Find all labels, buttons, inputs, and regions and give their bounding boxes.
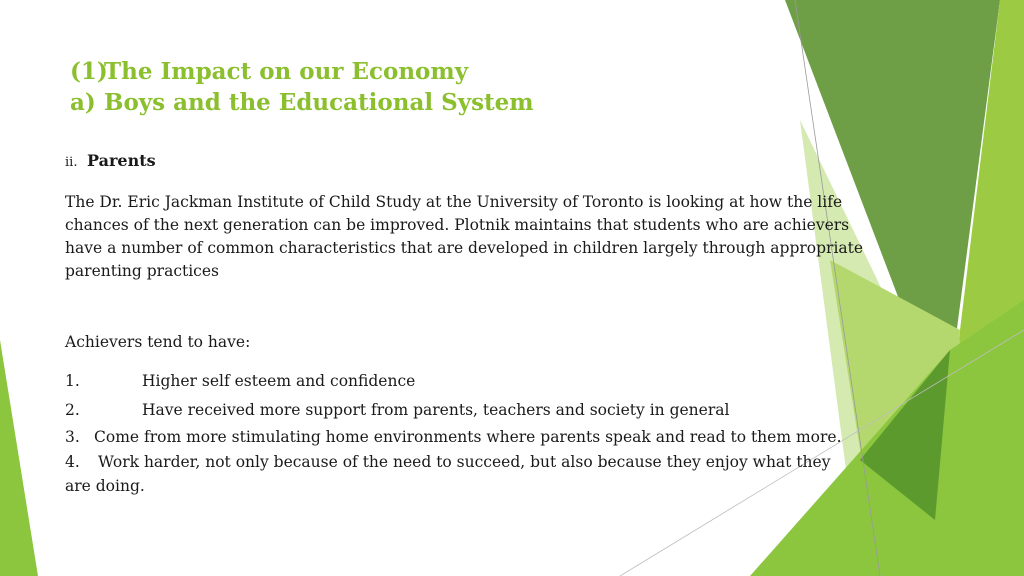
list-item-2: [65, 398, 729, 422]
list-item-1: [65, 369, 415, 393]
title-line-1-text: The Impact on our Economy: [104, 58, 469, 85]
list-item-2-text: Have received more support from parents, teachers and society in general: [142, 401, 730, 419]
paragraph-line-1: The Dr. Eric Jackman Institute of Child Study at the University of Toronto is looking at how the life: [65, 193, 843, 211]
list-item-1-text: Higher self esteem and confidence: [142, 372, 416, 390]
body-paragraph: [65, 191, 864, 283]
list-item-3-text: Come from more stimulating home environments where parents speak and read to them more.: [94, 428, 842, 446]
title-line-2-text: Boys and the Educational System: [104, 89, 534, 116]
title-line-1-number: (1): [70, 58, 108, 85]
list-item-3-number: 3.: [65, 428, 80, 446]
list-item-3: [65, 425, 842, 449]
title-line-2-number: a): [70, 89, 96, 116]
subheading: [65, 150, 156, 174]
list-item-4-continuation: are doing.: [65, 477, 145, 495]
list-item-4-text: Work harder, not only because of the need to succeed, but also because they enjoy what they: [98, 453, 831, 471]
paragraph-line-3: have a number of common characteristics that are developed in children largely through appropriate: [65, 239, 864, 257]
list-item-2-number: 2.: [65, 401, 80, 419]
list-item-1-number: 1.: [65, 372, 80, 390]
title-line-2: [70, 87, 534, 118]
list-item-4: [65, 450, 830, 474]
subheading-numeral: ii.: [65, 155, 78, 170]
achievers-intro: Achievers tend to have:: [65, 333, 251, 351]
subheading-label: Parents: [87, 151, 156, 170]
paragraph-line-2: chances of the next generation can be improved. Plotnik maintains that students who are achievers: [65, 216, 850, 234]
list-item-4-number: 4.: [65, 453, 80, 471]
paragraph-line-4: parenting practices: [65, 262, 219, 280]
title-line-1: [70, 56, 534, 87]
slide-title: [70, 56, 534, 118]
